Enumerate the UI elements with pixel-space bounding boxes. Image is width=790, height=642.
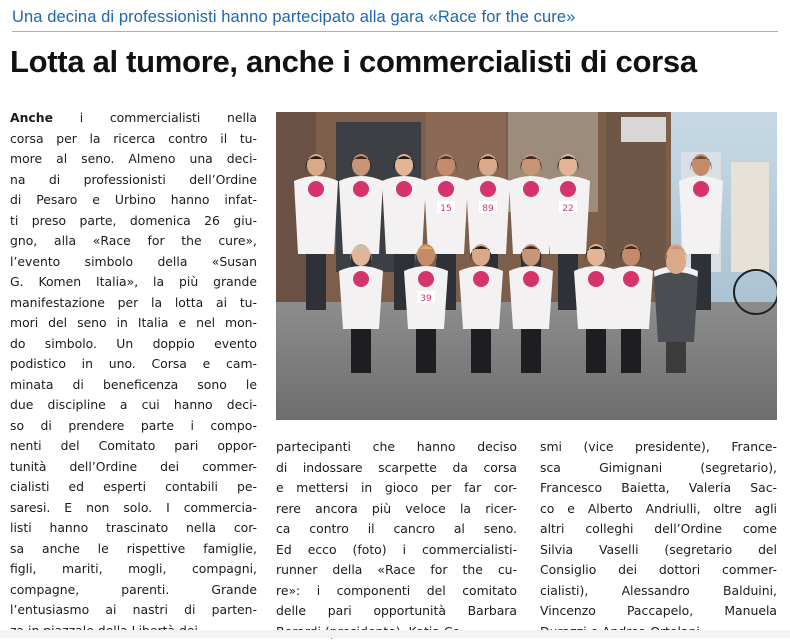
shirt-logo-icon: [588, 271, 604, 287]
column-1-first-line: [10, 108, 257, 129]
bib-number: 22: [562, 204, 573, 214]
text-line: sca Gimignani (segretario),: [540, 458, 777, 479]
text-line: mori del seno in Italia e nel mon-: [10, 313, 257, 334]
shirt-logo-icon: [523, 271, 539, 287]
text-line: figli, mariti, mogli, compagni,: [10, 559, 257, 580]
text-line: cialisti ed esperti contabili pe-: [10, 477, 257, 498]
text-line: Consiglio dei dottori commer-: [540, 560, 777, 581]
shirt-logo-icon: [308, 181, 324, 197]
shirt-logo-icon: [353, 271, 369, 287]
runner-face: [666, 250, 686, 274]
text-line: rere ancora più veloce la ricer-: [276, 499, 517, 520]
first-line-rest: i commercialisti nella: [53, 110, 257, 125]
text-line: do simbolo. Un doppio evento: [10, 334, 257, 355]
text-line: na di professionisti dell’Ordine: [10, 170, 257, 191]
text-line: Francesco Baietta, Valeria Sac-: [540, 478, 777, 499]
text-line: G. Komen Italia», la più grande: [10, 272, 257, 293]
article-column-2: [276, 437, 517, 642]
kicker-divider: [12, 31, 778, 32]
shirt-logo-icon: [353, 181, 369, 197]
article-column-1: [10, 108, 257, 641]
text-line: corsa per la ricerca contro il tu-: [10, 129, 257, 150]
text-line: cialisti), Alessandro Balduini,: [540, 581, 777, 602]
text-line: l’entusiasmo ai nastri di parten-: [10, 600, 257, 621]
text-line: delle pari opportunità Barbara: [276, 601, 517, 622]
text-line: tunità dell’Ordine dei commer-: [10, 457, 257, 478]
text-line: co e Alberto Andriulli, oltre agli: [540, 499, 777, 520]
text-line: due discipline a cui hanno deci-: [10, 395, 257, 416]
shirt-logo-icon: [396, 181, 412, 197]
text-line: manifestazione per la lotta ai tu-: [10, 293, 257, 314]
shirt-logo-icon: [523, 181, 539, 197]
page-edge: [0, 630, 790, 638]
text-line: more al seno. Almeno una deci-: [10, 149, 257, 170]
text-line: altri colleghi dell’Ordine come: [540, 519, 777, 540]
shirt-logo-icon: [418, 271, 434, 287]
ac-unit: [621, 117, 666, 142]
shirt-logo-icon: [480, 181, 496, 197]
shirt-logo-icon: [623, 271, 639, 287]
text-line: di indossare scarpette da corsa: [276, 458, 517, 479]
text-line: compagne, parenti. Grande: [10, 580, 257, 601]
text-line: smi (vice presidente), France-: [540, 437, 777, 458]
bib-number: 15: [440, 204, 451, 214]
shirt-logo-icon: [560, 181, 576, 197]
text-line: ti preso parte, domenica 26 giu-: [10, 211, 257, 232]
article-photo: [276, 112, 777, 420]
bib-number: 39: [420, 294, 432, 304]
text-line: Silvia Vaselli (segretario del: [540, 540, 777, 561]
article-column-3: [540, 437, 777, 642]
text-line: partecipanti che hanno deciso: [276, 437, 517, 458]
text-line: Ed ecco (foto) i commercialisti-: [276, 540, 517, 561]
text-line: runner della «Race for the cu-: [276, 560, 517, 581]
text-line: so di prendere parte i compo-: [10, 416, 257, 437]
shirt-logo-icon: [438, 181, 454, 197]
runner-shirt: [654, 272, 698, 342]
text-line: l’evento simbolo della «Susan: [10, 252, 257, 273]
text-line: ca contro il cancro al seno.: [276, 519, 517, 540]
text-line: sa anche le rispettive famiglie,: [10, 539, 257, 560]
shirt-logo-icon: [693, 181, 709, 197]
text-line: listi hanno trascinato nella cor-: [10, 518, 257, 539]
text-line: Vincenzo Paccapelo, Manuela: [540, 601, 777, 622]
article-kicker: Una decina di professionisti hanno partecipato alla gara «Race for the cure»: [12, 8, 778, 27]
bib-number: 89: [482, 204, 494, 214]
storefront-poster: [731, 162, 769, 272]
article-headline: Lotta al tumore, anche i commercialisti di corsa: [10, 44, 780, 80]
text-line: di Pesaro e Urbino hanno infat-: [10, 190, 257, 211]
lead-word: Anche: [10, 110, 53, 125]
shirt-logo-icon: [473, 271, 489, 287]
text-line: gno, alla «Race for the cure»,: [10, 231, 257, 252]
text-line: re»: i componenti del comitato: [276, 581, 517, 602]
text-line: minata di beneficenza sono le: [10, 375, 257, 396]
group-photo-runners: [276, 112, 777, 420]
text-line: saresi. E non solo. I commercia-: [10, 498, 257, 519]
text-line: nenti del Comitato pari oppor-: [10, 436, 257, 457]
text-line: e mettersi in gioco per far cor-: [276, 478, 517, 499]
text-line: podistico in uno. Corsa e cam-: [10, 354, 257, 375]
